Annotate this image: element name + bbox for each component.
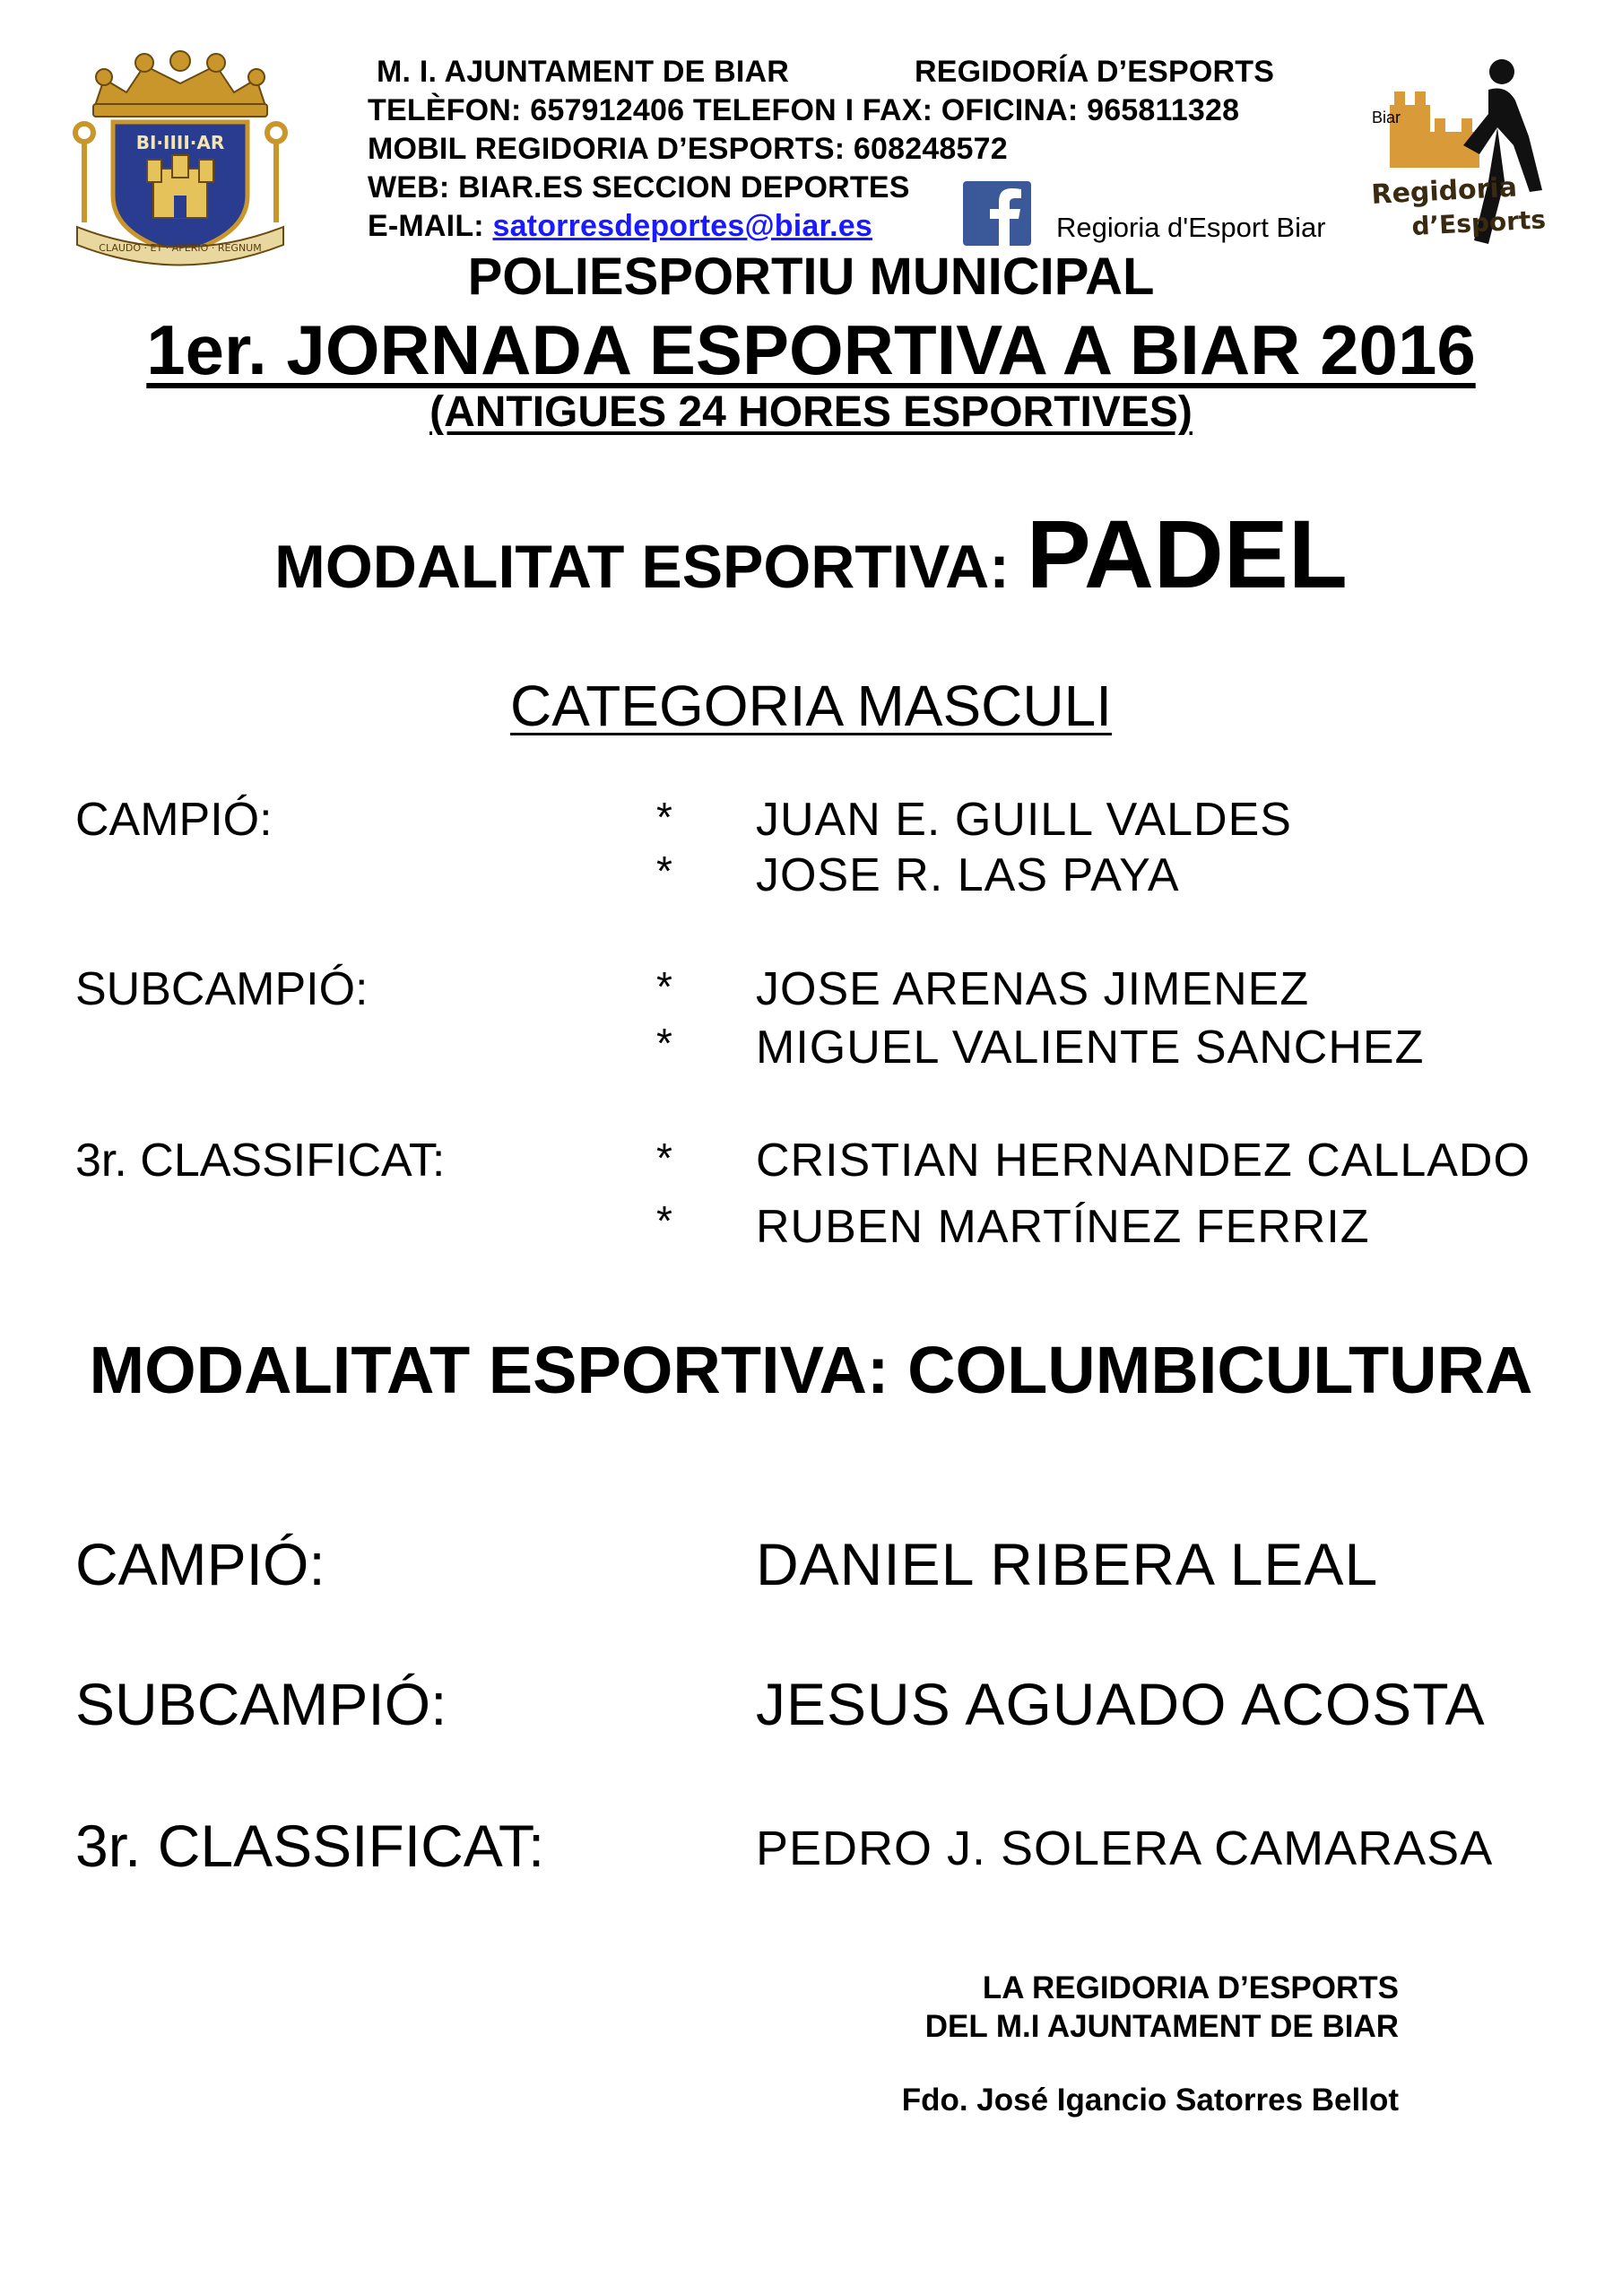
header-mobile: MOBIL REGIDORIA D’ESPORTS: 608248572 bbox=[368, 132, 1008, 166]
footer-department: LA REGIDORIA D’ESPORTS bbox=[982, 1970, 1399, 2005]
bullet: * bbox=[656, 848, 672, 894]
event-subtitle-text: (ANTIGUES 24 HORES ESPORTIVES) bbox=[429, 388, 1193, 436]
header-email-line bbox=[368, 208, 872, 244]
padel-runner-up-player-2: MIGUEL VALIENTE SANCHEZ bbox=[756, 1022, 1425, 1074]
columbicultura-champion-name: DANIEL RIBERA LEAL bbox=[756, 1531, 1379, 1597]
facebook-page-label[interactable]: Regioria d'Esport Biar bbox=[1056, 212, 1326, 243]
padel-modality-name: PADEL bbox=[1026, 500, 1348, 608]
bullet: * bbox=[656, 794, 672, 840]
venue-title: POLIESPORTIU MUNICIPAL bbox=[467, 248, 1155, 306]
header-city-council: M. I. AJUNTAMENT DE BIAR bbox=[377, 55, 790, 89]
padel-modality-heading bbox=[0, 498, 1622, 610]
bullet: * bbox=[656, 1020, 672, 1066]
padel-champion-player-2: JOSE R. LAS PAYA bbox=[756, 849, 1180, 901]
padel-third-label: 3r. CLASSIFICAT: bbox=[75, 1135, 446, 1187]
padel-runner-up-label: SUBCAMPIÓ: bbox=[75, 963, 369, 1015]
sport-logo-small-text: Biar bbox=[1372, 109, 1401, 126]
padel-third-player-1: CRISTIAN HERNANDEZ CALLADO bbox=[756, 1135, 1531, 1187]
columbicultura-third-label: 3r. CLASSIFICAT: bbox=[75, 1813, 545, 1879]
columbicultura-modality-heading: MODALITAT ESPORTIVA: COLUMBICULTURA bbox=[89, 1333, 1533, 1407]
columbicultura-third-name: PEDRO J. SOLERA CAMARASA bbox=[756, 1822, 1494, 1875]
footer-signature: Fdo. José Igancio Satorres Bellot bbox=[901, 2083, 1399, 2118]
crest-motto: CLAUDO · ET · APERIO · REGNUM bbox=[99, 242, 262, 254]
padel-champion-label: CAMPIÓ: bbox=[75, 794, 273, 846]
crest-text: BI·IIII·AR bbox=[135, 132, 225, 153]
facebook-icon[interactable] bbox=[963, 181, 1031, 246]
header-sports-department: REGIDORÍA D’ESPORTS bbox=[915, 55, 1275, 89]
columbicultura-champion-label: CAMPIÓ: bbox=[75, 1531, 325, 1597]
biar-coat-of-arms-logo bbox=[59, 43, 301, 267]
columbicultura-runner-up-label: SUBCAMPIÓ: bbox=[75, 1671, 447, 1737]
bullet: * bbox=[656, 963, 672, 1010]
bullet: * bbox=[656, 1135, 672, 1181]
category-heading-text: CATEGORIA MASCULI bbox=[510, 674, 1112, 738]
footer-council: DEL M.I AJUNTAMENT DE BIAR bbox=[924, 2009, 1399, 2044]
event-title-text: 1er. JORNADA ESPORTIVA A BIAR 2016 bbox=[146, 310, 1476, 389]
regidoria-esports-logo bbox=[1363, 56, 1551, 253]
email-link[interactable]: satorresdeportes@biar.es bbox=[492, 209, 872, 243]
padel-modality-label: MODALITAT ESPORTIVA: bbox=[274, 533, 1027, 601]
sport-logo-line1: Regidoria bbox=[1370, 171, 1518, 211]
padel-champion-player-1: JUAN E. GUILL VALDES bbox=[756, 794, 1292, 846]
sport-logo-line2: d’Esports bbox=[1410, 204, 1547, 241]
padel-third-player-2: RUBEN MARTÍNEZ FERRIZ bbox=[756, 1201, 1370, 1253]
header-web: WEB: BIAR.ES SECCION DEPORTES bbox=[368, 170, 910, 204]
padel-runner-up-player-1: JOSE ARENAS JIMENEZ bbox=[756, 963, 1310, 1015]
columbicultura-runner-up-name: JESUS AGUADO ACOSTA bbox=[756, 1671, 1486, 1737]
bullet: * bbox=[656, 1197, 672, 1244]
event-title bbox=[0, 309, 1622, 391]
header-phones: TELÈFON: 657912406 TELEFON I FAX: OFICINA: 965811328 bbox=[368, 93, 1240, 127]
email-label: E-MAIL: bbox=[368, 209, 493, 243]
category-heading bbox=[0, 673, 1622, 739]
event-subtitle bbox=[0, 387, 1622, 437]
